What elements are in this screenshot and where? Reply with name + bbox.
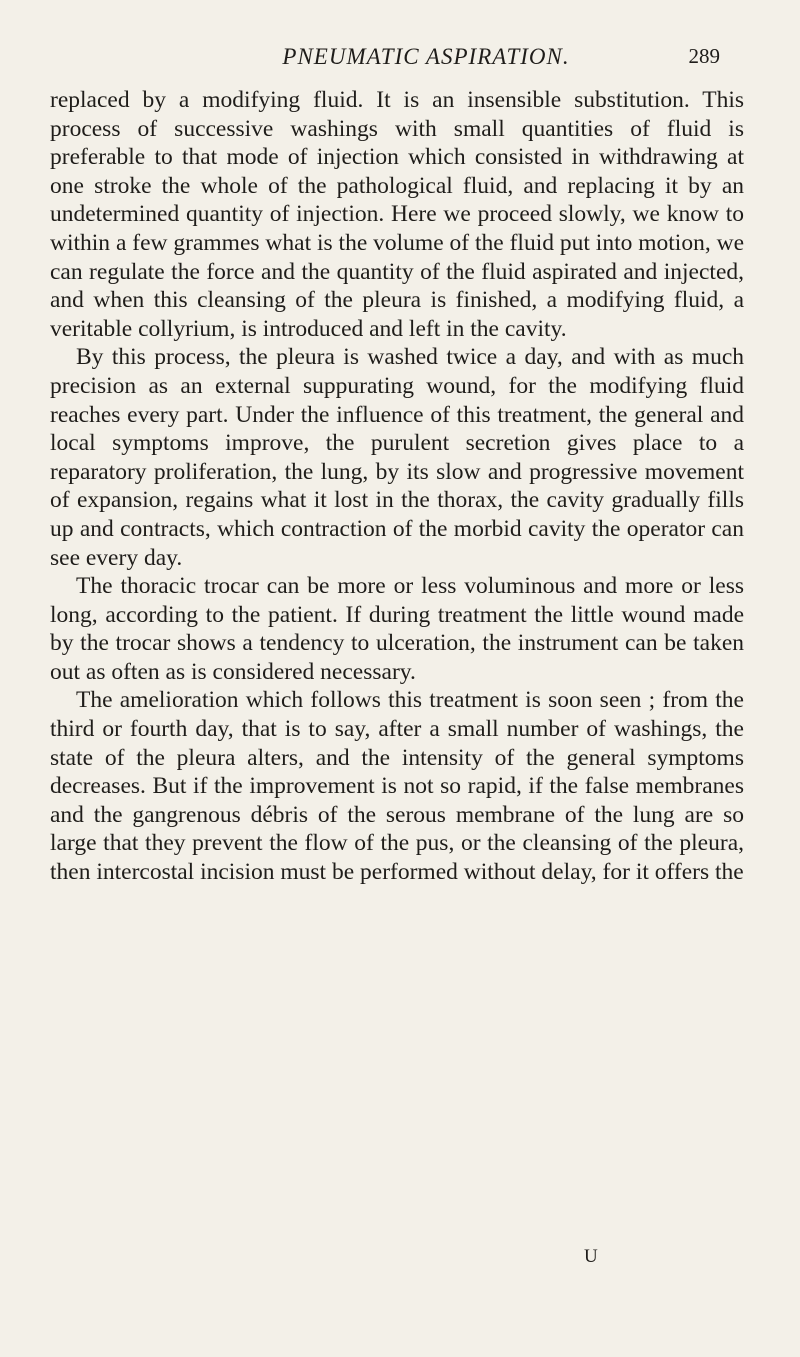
body-text: [50, 86, 744, 887]
paragraph-3: The thoracic trocar can be more or less voluminous and more or less long, according to the patient. If during treatment the little wound made by the trocar shows a tendency to ulceration, the instrument can be taken out as often as is considered necessary.: [50, 573, 744, 685]
paragraph-2: By this process, the pleura is washed twice a day, and with as much precision as an external suppurating wound, for the modifying fluid reaches every part. Under the influence of this treatment, the general and local symptoms improve, the purulent secretion gives place to a reparatory proliferation, the lung, by its slow and progressive movement of expansion, regains what it lost in the thorax, the cavity gradually fills up and contracts, which contraction of the morbid cavity the operator can see every day.: [50, 344, 744, 571]
paragraph-1: replaced by a modifying fluid. It is an insensible substitution. This process of successive washings with small quantities of fluid is preferable to that mode of injection which consisted in withdrawing at one stroke the whole of the pathological fluid, and replacing it by an undetermined quantity of injection. Here we proceed slowly, we know to within a few grammes what is the volume of the fluid put into motion, we can regulate the force and the quantity of the fluid aspirated and injected, and when this cleansing of the pleura is finished, a modifying fluid, a veritable collyrium, is introduced and left in the cavity.: [50, 87, 744, 342]
signature-mark: U: [584, 1246, 598, 1267]
page-number: 289: [688, 44, 720, 68]
paragraph-4: The amelioration which follows this treatment is soon seen ; from the third or fourth day, that is to say, after a small number of washings, the state of the pleura alters, and the intensity of the general symptoms decreases. But if the improvement is not so rapid, if the false membranes and the gangrenous débris of the serous membrane of the lung are so large that they prevent the flow of the pus, or the cleansing of the pleura, then intercostal incision must be performed without delay, for it offers the: [50, 687, 744, 886]
running-title: PNEUMATIC ASPIRATION.: [282, 44, 570, 69]
